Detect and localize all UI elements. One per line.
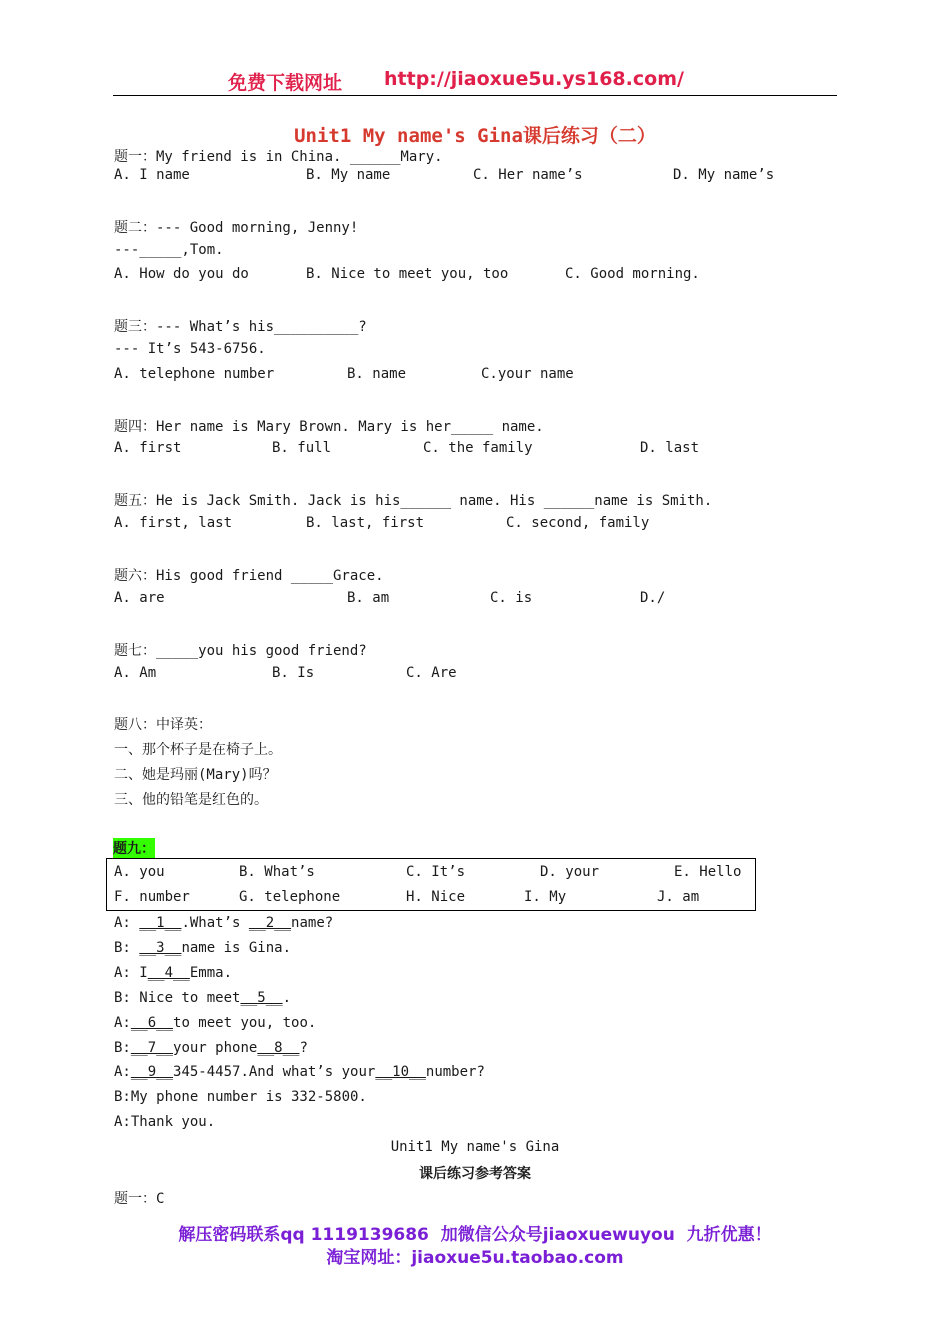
- word-bank-a: A. you: [114, 864, 165, 880]
- header-label: 免费下载网址: [228, 72, 343, 94]
- question-3-stem-2: --- It’s 543-6756.: [114, 341, 266, 357]
- dialog-line-9: A:Thank you.: [114, 1114, 216, 1130]
- question-6-stem: 题六：His good friend _____Grace.: [114, 568, 384, 584]
- question-5-stem: 题五：He is Jack Smith. Jack is his______ name. His ______name is Smith.: [114, 493, 713, 509]
- question-4-option-c: C. the family: [423, 440, 533, 456]
- footer-taobao-link[interactable]: 淘宝网址：jiaoxue5u.taobao.com: [326, 1248, 624, 1268]
- page-title: Unit1 My name's Gina课后练习（二）: [294, 125, 656, 147]
- question-3-option-c: C.your name: [481, 366, 574, 382]
- question-6-option-a: A. are: [114, 590, 165, 606]
- question-1-option-c: C. Her name’s: [473, 167, 583, 183]
- blank-3: __3__: [139, 940, 182, 956]
- dialog-line-4: B: Nice to meet__5__.: [114, 990, 292, 1006]
- question-1-stem: 题一：My friend is in China. ______Mary.: [114, 149, 443, 165]
- question-5-option-b: B. last, first: [306, 515, 425, 531]
- dialog-line-2: B: __3__name is Gina.: [114, 940, 292, 956]
- word-bank-g: G. telephone: [239, 889, 341, 905]
- blank-2: __2__: [248, 915, 292, 931]
- answer-1: 题一：C: [114, 1191, 165, 1207]
- footer-wechat: jiaoxuewuyou: [542, 1225, 675, 1245]
- dialog-line-8: B:My phone number is 332-5800.: [114, 1089, 367, 1105]
- question-7-stem: 题七：_____you his good friend?: [114, 643, 367, 659]
- question-8-item-3: 三、他的铅笔是红色的。: [114, 792, 268, 808]
- header-divider: [113, 95, 837, 96]
- question-2-option-c: C. Good morning.: [565, 266, 700, 282]
- question-2-stem: 题二：--- Good morning, Jenny!: [114, 220, 359, 236]
- question-4-option-b: B. full: [272, 440, 332, 456]
- dialog-line-1: A: __1__.What’s __2__name?: [114, 915, 334, 931]
- dialog-line-5: A:__6__to meet you, too.: [114, 1015, 317, 1031]
- word-bank-e: E. Hello: [674, 864, 742, 880]
- question-1-option-d: D. My name’s: [673, 167, 775, 183]
- dialog-line-3: A: I__4__Emma.: [114, 965, 233, 981]
- question-5-option-c: C. second, family: [506, 515, 650, 531]
- blank-4: __4__: [147, 965, 190, 981]
- dialog-line-7: A:__9__345-4457.And what’s your__10__number?: [114, 1064, 485, 1080]
- question-8-item-2: 二、她是玛丽(Mary)吗？: [114, 767, 277, 783]
- question-2-option-a: A. How do you do: [114, 266, 249, 282]
- question-1-option-a: A. I name: [114, 167, 190, 183]
- question-7-option-a: A. Am: [114, 665, 157, 681]
- word-bank-j: J. am: [657, 889, 700, 905]
- blank-6: __6__: [130, 1015, 174, 1031]
- answers-title: Unit1 My name's Gina: [390, 1139, 560, 1155]
- footer-line-1: 解压密码联系qq 1119139686 加微信公众号jiaoxuewuyou 九折优惠！: [178, 1225, 772, 1245]
- dialog-line-6: B:__7__your phone__8__?: [114, 1040, 308, 1056]
- question-6-option-c: C. is: [490, 590, 533, 606]
- question-6-option-d: D./: [640, 590, 666, 606]
- blank-7: __7__: [130, 1040, 174, 1056]
- question-7-option-b: B. Is: [272, 665, 315, 681]
- header-url-link[interactable]: http://jiaoxue5u.ys168.com/: [384, 68, 684, 90]
- question-2-stem-2: ---_____,Tom.: [114, 242, 224, 258]
- blank-5: __5__: [240, 990, 283, 1006]
- question-4-stem: 题四：Her name is Mary Brown. Mary is her_____ name.: [114, 419, 544, 435]
- blank-9: __9__: [130, 1064, 174, 1080]
- footer-qq: qq 1119139686: [280, 1225, 429, 1245]
- word-bank-d: D. your: [540, 864, 600, 880]
- question-5-option-a: A. first, last: [114, 515, 233, 531]
- question-9-label: 题九：: [113, 838, 155, 858]
- question-2-option-b: B. Nice to meet you, too: [306, 266, 509, 282]
- answers-subtitle: 课后练习参考答案: [419, 1166, 531, 1182]
- question-3-stem: 题三：--- What’s his__________?: [114, 319, 367, 335]
- word-bank-h: H. Nice: [406, 889, 466, 905]
- blank-1: __1__: [139, 915, 182, 931]
- question-1-option-b: B. My name: [306, 167, 391, 183]
- question-4-option-a: A. first: [114, 440, 182, 456]
- word-bank-i: I. My: [524, 889, 567, 905]
- blank-10: __10__: [375, 1064, 426, 1080]
- word-bank-c: C. It’s: [406, 864, 466, 880]
- question-3-option-a: A. telephone number: [114, 366, 275, 382]
- question-7-option-c: C. Are: [406, 665, 457, 681]
- question-8-item-1: 一、那个杯子是在椅子上。: [114, 742, 282, 758]
- word-bank-b: B. What’s: [239, 864, 315, 880]
- question-4-option-d: D. last: [640, 440, 700, 456]
- question-6-option-b: B. am: [347, 590, 390, 606]
- word-bank-f: F. number: [114, 889, 190, 905]
- question-8-stem: 题八：中译英：: [114, 717, 212, 733]
- question-3-option-b: B. name: [347, 366, 407, 382]
- blank-8: __8__: [257, 1040, 300, 1056]
